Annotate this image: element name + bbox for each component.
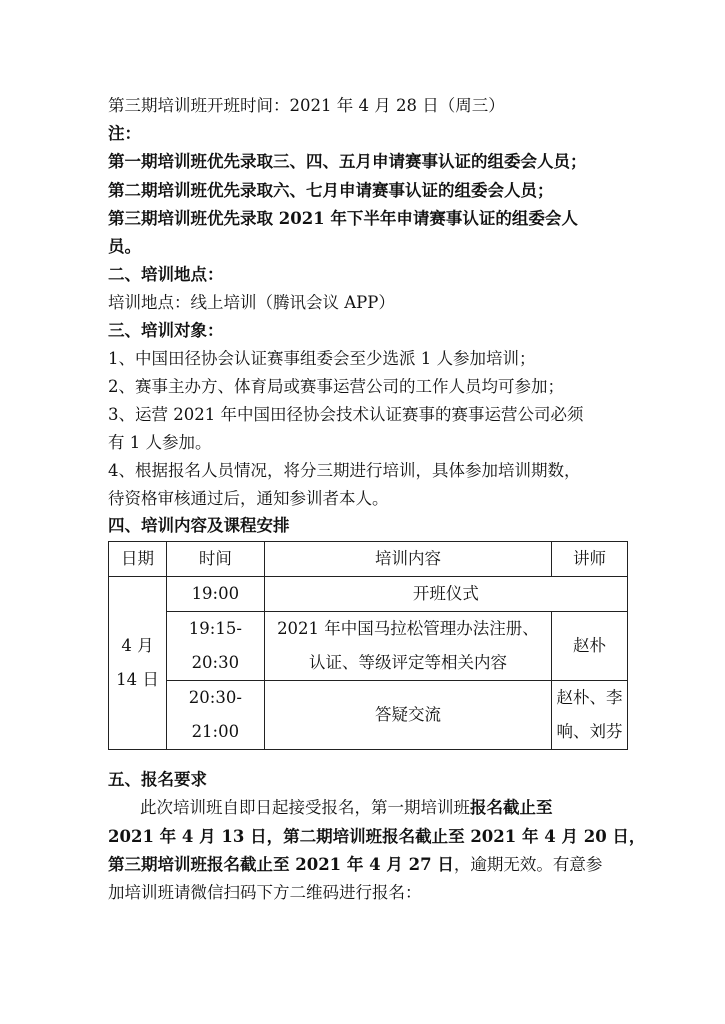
registration-deadline-text: 第三期培训班报名截止至 2021 年 4 月 27 日 — [108, 855, 454, 874]
table-row — [109, 612, 628, 681]
row-3-lecturer-line-1: 赵朴、李 — [556, 688, 623, 707]
header-content: 培训内容 — [264, 542, 551, 577]
row-3-time: 20:30-21:00 — [166, 681, 264, 750]
note-session-3: 第三期培训班优先录取 2021 年下半年申请赛事认证的组委会人 — [108, 209, 578, 228]
registration-text: ，逾期无效。有意参 — [453, 855, 603, 874]
date-cell — [109, 577, 167, 750]
section-5-heading: 五、报名要求 — [108, 770, 207, 789]
date-month: 4 月 — [121, 636, 154, 655]
row-1-time: 19:00 — [166, 577, 264, 612]
registration-para-1 — [140, 795, 553, 821]
note-heading: 注： — [108, 124, 141, 143]
note-session-2: 第二期培训班优先录取六、七月申请赛事认证的组委会人员； — [108, 181, 554, 200]
training-location: 培训地点：线上培训（腾讯会议 APP） — [108, 293, 395, 312]
target-item-4-cont: 待资格审核通过后，通知参训者本人。 — [108, 489, 389, 508]
target-item-4: 4、根据报名人员情况，将分三期进行培训，具体参加培训期数， — [108, 461, 581, 480]
registration-para-4: 加培训班请微信扫码下方二维码进行报名： — [108, 883, 422, 902]
schedule-table — [108, 541, 628, 750]
note-session-1: 第一期培训班优先录取三、四、五月申请赛事认证的组委会人员； — [108, 152, 587, 171]
row-1-content: 开班仪式 — [264, 577, 627, 612]
table-header-row — [109, 542, 628, 577]
registration-text: 此次培训班自即日起接受报名，第一期培训班 — [140, 798, 470, 817]
date-day: 14 日 — [116, 670, 159, 689]
registration-para-3 — [108, 852, 602, 878]
registration-deadline-text: 报名截止至 — [470, 798, 553, 817]
row-2-content-line-2: 认证、等级评定等相关内容 — [308, 653, 507, 672]
section-4-heading: 四、培训内容及课程安排 — [108, 516, 290, 535]
row-2-lecturer: 赵朴 — [552, 612, 628, 681]
row-3-lecturer-line-2: 响、刘芬 — [556, 722, 623, 741]
target-item-3: 3、运营 2021 年中国田径协会技术认证赛事的赛事运营公司必须 — [108, 405, 584, 424]
registration-para-2: 2021 年 4 月 13 日，第二期培训班报名截止至 2021 年 4 月 20 日， — [108, 827, 646, 846]
header-time: 时间 — [166, 542, 264, 577]
section-3-heading: 三、培训对象： — [108, 321, 224, 340]
header-lecturer: 讲师 — [552, 542, 628, 577]
row-3-lecturer — [552, 681, 628, 750]
table-row — [109, 681, 628, 750]
header-date: 日期 — [109, 542, 167, 577]
table-row — [109, 577, 628, 612]
target-item-3-cont: 有 1 人参加。 — [108, 433, 212, 452]
section-2-heading: 二、培训地点： — [108, 265, 224, 284]
row-2-content — [264, 612, 551, 681]
row-2-time: 19:15-20:30 — [166, 612, 264, 681]
target-item-2: 2、赛事主办方、体育局或赛事运营公司的工作人员均可参加； — [108, 377, 564, 396]
note-session-3-cont: 员。 — [108, 237, 141, 256]
target-item-1: 1、中国田径协会认证赛事组委会至少选派 1 人参加培训； — [108, 349, 536, 368]
row-3-content: 答疑交流 — [264, 681, 551, 750]
third-session-start-time: 第三期培训班开班时间：2021 年 4 月 28 日（周三） — [108, 96, 505, 115]
row-2-content-line-1: 2021 年中国马拉松管理办法注册、 — [277, 619, 539, 638]
